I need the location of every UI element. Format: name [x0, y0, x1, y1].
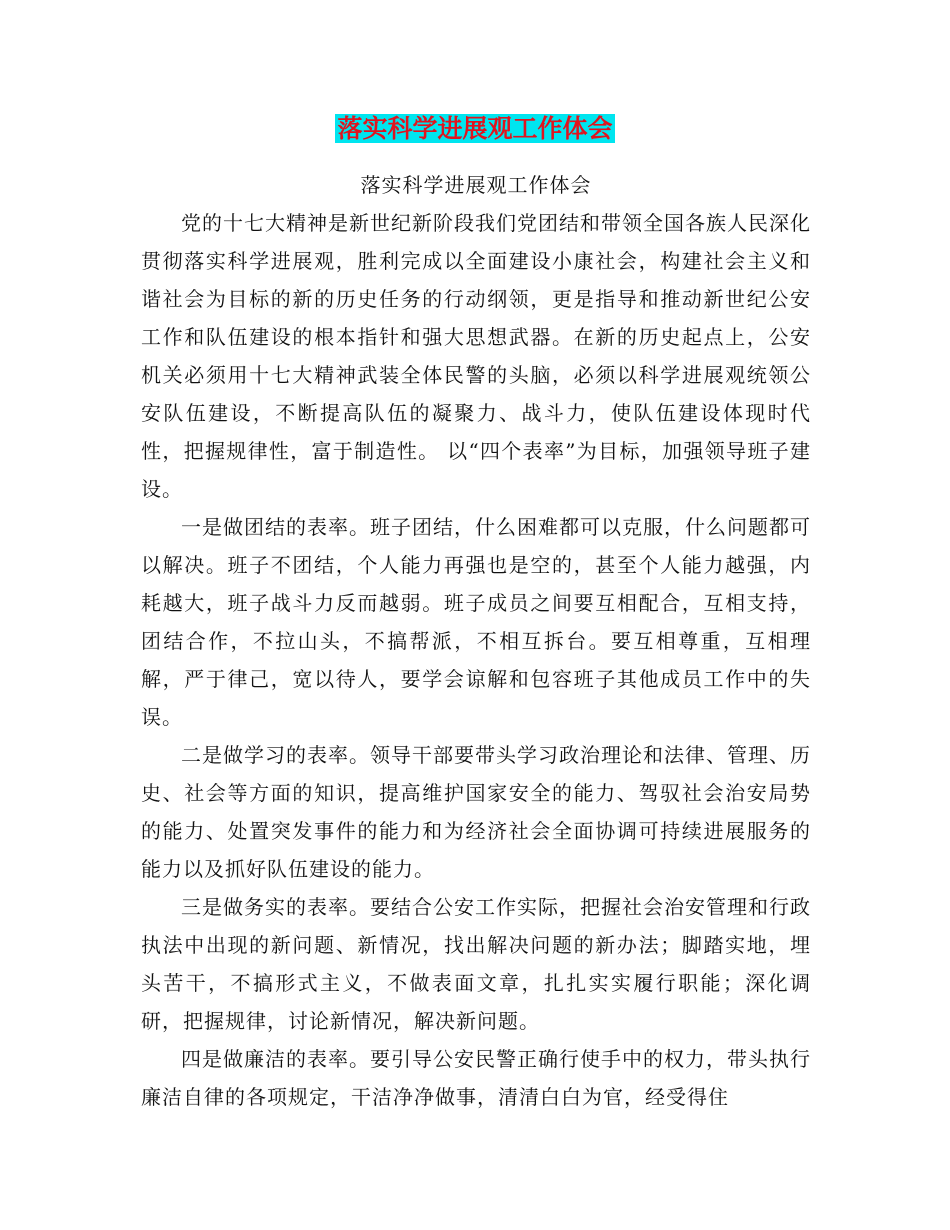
document-title-text: 落实科学进展观工作体会: [337, 114, 613, 143]
paragraph-integrity: 四是做廉洁的表率。要引导公安民警正确行使手中的权力，带头执行廉洁自律的各项规定，干洁净净做事，清清白白为官，经受得住: [141, 1047, 811, 1109]
paragraph-pragmatic: 三是做务实的表率。要结合公安工作实际，把握社会治安管理和行政执法中出现的新问题、新情况，找出解决问题的新办法；脚踏实地，埋头苦干，不搞形式主义，不做表面文章，扎扎实实履行职能；深化调研，把握规律，讨论新情况，解决新问题。: [141, 895, 811, 1033]
paragraph-intro: 党的十七大精神是新世纪新阶段我们党团结和带领全国各族人民深化贯彻落实科学进展观，胜利完成以全面建设小康社会，构建社会主义和谐社会为目标的新的历史任务的行动纲领，更是指导和推动新世纪公安工作和队伍建设的根本指针和强大思想武器。在新的历史起点上，公安机关必须用十七大精神武装全体民警的头脑，必须以科学进展观统领公安队伍建设，不断提高队伍的凝聚力、战斗力，使队伍建设体现时代性，把握规律性，富于制造性。 以“四个表率”为目标，加强领导班子建设。: [141, 211, 811, 501]
document-body: [141, 166, 811, 1116]
document-title: [0, 110, 950, 148]
paragraph-study: 二是做学习的表率。领导干部要带头学习政治理论和法律、管理、历史、社会等方面的知识，提高维护国家安全的能力、驾驭社会治安局势的能力、处置突发事件的能力和为经济社会全面协调可持续进展服务的能力以及抓好队伍建设的能力。: [141, 743, 811, 881]
document-subtitle: 落实科学进展观工作体会: [360, 173, 592, 197]
paragraph-unity: 一是做团结的表率。班子团结，什么困难都可以克服，什么问题都可以解决。班子不团结，个人能力再强也是空的，甚至个人能力越强，内耗越大，班子战斗力反而越弱。班子成员之间要互相配合，互相支持，团结合作，不拉山头，不搞帮派，不相互拆台。要互相尊重，互相理解，严于律己，宽以待人，要学会谅解和包容班子其他成员工作中的失误。: [141, 515, 811, 729]
